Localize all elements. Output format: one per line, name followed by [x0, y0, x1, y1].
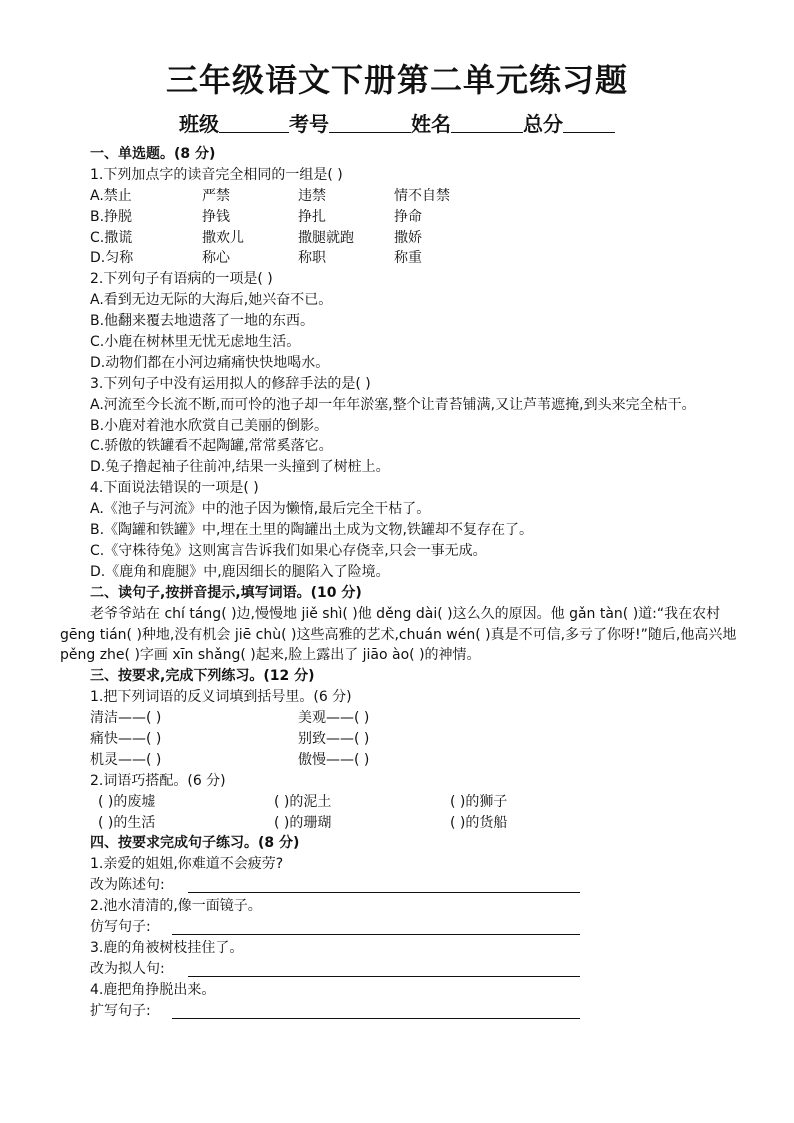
option-word: 违禁	[298, 187, 326, 204]
option-line: D.兔子撸起袖子往前冲,结果一头撞到了树桩上。	[90, 459, 390, 476]
matching-item: ( )的废墟	[98, 793, 156, 810]
sentence-item: 1.亲爱的姐姐,你难道不会疲劳?	[90, 856, 284, 873]
worksheet-content	[60, 144, 740, 1021]
number-blank[interactable]	[329, 112, 411, 133]
option-word: 情不自禁	[394, 187, 450, 204]
class-blank[interactable]	[219, 112, 289, 133]
class-label: 班级	[179, 112, 219, 136]
option-line: D.动物们都在小河边痛痛快快地喝水。	[90, 354, 330, 371]
antonym-row	[60, 708, 740, 729]
answer-prompt: 仿写句子:	[90, 919, 151, 936]
number-label: 考号	[289, 112, 329, 136]
option-row	[60, 248, 740, 269]
answer-line[interactable]	[188, 976, 580, 977]
question-stem: 4.下面说法错误的一项是( )	[90, 480, 259, 497]
matching-item: ( )的珊瑚	[274, 814, 332, 831]
answer-prompt: 改为陈述句:	[90, 877, 165, 894]
matching-row	[60, 792, 740, 813]
antonym-item: 傲慢——( )	[298, 751, 370, 768]
antonym-item: 别致——( )	[298, 731, 370, 747]
question-stem: 3.下列句子中没有运用拟人的修辞手法的是( )	[90, 375, 371, 392]
answer-line[interactable]	[172, 1018, 580, 1019]
section-heading: 一、单选题。(8 分)	[90, 146, 216, 162]
option-word: 称心	[202, 250, 230, 267]
antonym-item: 美观——( )	[298, 710, 370, 727]
option-word: D.匀称	[90, 250, 134, 267]
option-line: A.《池子与河流》中的池子因为懒惰,最后完全干枯了。	[90, 501, 431, 518]
matching-item: ( )的货船	[450, 814, 508, 831]
question-stem: 2.词语巧搭配。(6 分)	[90, 772, 226, 789]
option-word: 挣命	[394, 208, 422, 225]
option-line: C.小鹿在树林里无忧无虑地生活。	[90, 334, 301, 351]
matching-item: ( )的狮子	[450, 793, 508, 810]
option-word: 严禁	[202, 187, 230, 204]
option-word: 撒欢儿	[202, 229, 244, 246]
score-label: 总分	[523, 112, 563, 136]
option-word: 挣扎	[298, 208, 326, 225]
option-row	[60, 228, 740, 249]
option-word: B.挣脱	[90, 208, 133, 225]
option-line: B.小鹿对着池水欣赏自己美丽的倒影。	[90, 417, 329, 434]
option-word: A.禁止	[90, 187, 132, 204]
option-line: C.《守株待兔》这则寓言告诉我们如果心存侥幸,只会一事无成。	[90, 542, 487, 559]
score-blank[interactable]	[563, 112, 615, 133]
option-word: 称重	[394, 250, 422, 267]
option-line: A.看到无边无际的大海后,她兴奋不已。	[90, 292, 333, 309]
option-line: B.《陶罐和铁罐》中,埋在土里的陶罐出土成为文物,铁罐却不复存在了。	[90, 522, 533, 539]
sentence-item: 3.鹿的角被树枝挂住了。	[90, 939, 244, 956]
matching-row	[60, 813, 740, 834]
name-label: 姓名	[411, 112, 451, 136]
sentence-item: 2.池水清清的,像一面镜子。	[90, 898, 262, 915]
option-line: B.他翻来覆去地遗落了一地的东西。	[90, 313, 315, 330]
answer-line[interactable]	[188, 892, 580, 893]
option-word: 称职	[298, 250, 326, 267]
antonym-item: 清洁——( )	[90, 710, 162, 727]
question-stem: 1.把下列词语的反义词填到括号里。(6 分)	[90, 689, 352, 706]
matching-item: ( )的泥土	[274, 793, 332, 810]
section-heading: 三、按要求,完成下列练习。(12 分)	[90, 668, 315, 685]
antonym-item: 机灵——( )	[90, 751, 162, 768]
answer-line[interactable]	[172, 934, 580, 935]
question-stem: 1.下列加点字的读音完全相同的一组是( )	[90, 166, 343, 183]
antonym-row	[60, 750, 740, 771]
option-word: 撒娇	[394, 229, 422, 246]
option-word: 挣钱	[202, 208, 230, 225]
name-blank[interactable]	[451, 112, 523, 133]
section-heading: 二、读句子,按拼音提示,填写词语。(10 分)	[90, 584, 362, 601]
option-word: C.撒谎	[90, 229, 133, 246]
answer-prompt: 改为拟人句:	[90, 960, 165, 977]
answer-row	[60, 959, 740, 980]
answer-row	[60, 917, 740, 938]
option-line: D.《鹿角和鹿腿》中,鹿因细长的腿陷入了险境。	[90, 563, 390, 580]
sentence-item: 4.鹿把角挣脱出来。	[90, 981, 216, 998]
section-heading: 四、按要求完成句子练习。(8 分)	[90, 835, 300, 852]
antonym-row	[60, 729, 740, 750]
answer-row	[60, 875, 740, 896]
matching-item: ( )的生活	[98, 814, 156, 831]
page-title: 三年级语文下册第二单元练习题	[165, 61, 628, 99]
student-info-row	[0, 110, 794, 138]
option-row	[60, 207, 740, 228]
option-row	[60, 186, 740, 207]
option-word: 撒腿就跑	[298, 229, 354, 246]
option-line: A.河流至今长流不断,而可怜的池子却一年年淤塞,整个让青苔铺满,又让芦苇遮掩,到头来完全枯干。	[90, 396, 696, 413]
antonym-item: 痛快——( )	[90, 731, 162, 747]
pinyin-paragraph: 老爷爷站在 chí táng( )边,慢慢地 jiě shì( )他 děng dài( )这么久的原因。他 gǎn tàn( )道:“我在农村 gēng tián( )种地,没有机会 jiē chù( )这些高雅的艺术,chuán wén( )真是不可信,多亏了你呀!”随后,他高兴地 pěng zhe( )字画 xīn shǎng( )起来,脸上露出了 jiāo ào( )的神情。	[60, 605, 737, 664]
option-line: C.骄傲的铁罐看不起陶罐,常常奚落它。	[90, 438, 333, 455]
answer-row	[60, 1001, 740, 1022]
answer-prompt: 扩写句子:	[90, 1002, 151, 1019]
question-stem: 2.下列句子有语病的一项是( )	[90, 271, 273, 288]
